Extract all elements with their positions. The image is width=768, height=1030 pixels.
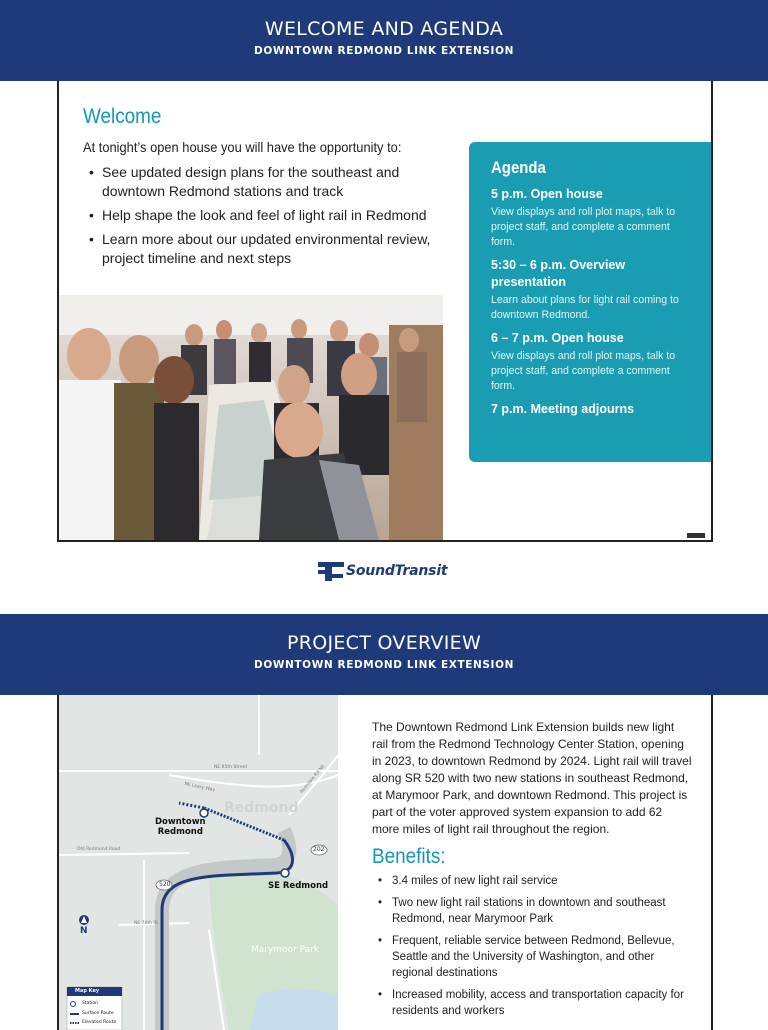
agenda-heading: Agenda	[491, 158, 546, 177]
map-street-label: NE 85th Street	[214, 765, 248, 770]
map-street-label: Avondale Rd NE	[299, 764, 327, 795]
agenda-item	[491, 257, 696, 323]
agenda-item	[491, 330, 696, 394]
welcome-bullet: • Learn more about our updated environmental review, project timeline and next steps	[83, 230, 463, 268]
agenda-desc: View displays and roll plot maps, talk to project staff, and complete a comment form.	[491, 350, 676, 392]
map-street-label: Old Redmond Road	[77, 847, 121, 852]
welcome-heading: Welcome	[83, 105, 162, 128]
overview-paragraph: The Downtown Redmond Link Extension builds new light rail from the Redmond Technology Center Station, opening in 2023, to downtown Redmond by 2024. Light rail will travel along SR 520 with two new stations in southeast Redmond, at Marymoor Park, and downtown Redmond. This project is part of the voter approved system expansion to add 62 more miles of light rail throughout the region.	[372, 720, 692, 836]
slide1-subtitle: DOWNTOWN REDMOND LINK EXTENSION	[254, 45, 514, 57]
benefit-item: • Two new light rail stations in downtown and southeast Redmond, near Marymoor Park	[372, 895, 692, 927]
agenda-time: 7 p.m. Meeting adjourns	[491, 402, 635, 416]
map-route-202: 202	[313, 846, 325, 853]
map-station-downtown: Downtown Redmond	[155, 817, 206, 837]
benefit-item: • Increased mobility, access and transportation capacity for residents and workers	[372, 987, 692, 1019]
agenda-time: 5:30 – 6 p.m. Overview presentation	[491, 258, 626, 289]
agenda-desc: Learn about plans for light rail coming to downtown Redmond.	[491, 294, 679, 321]
slide2-title: PROJECT OVERVIEW	[286, 632, 482, 654]
logo-wordmark: SoundTransit	[346, 563, 448, 579]
benefit-item: • Frequent, reliable service between Redmond, Bellevue, Seattle and the University of Washington, and other regional destinations	[372, 933, 692, 981]
map-legend-item: Station	[82, 1001, 98, 1006]
route-map	[59, 695, 338, 1030]
welcome-panel	[57, 81, 713, 542]
map-city-label: Redmond	[224, 800, 299, 816]
map-park-label: Marymoor Park	[251, 945, 320, 955]
agenda-desc: View displays and roll plot maps, talk to project staff, and complete a comment form.	[491, 206, 676, 248]
page-marker	[687, 533, 705, 538]
slide2-subtitle: DOWNTOWN REDMOND LINK EXTENSION	[254, 659, 514, 671]
agenda-time: 5 p.m. Open house	[491, 187, 603, 201]
agenda-time: 6 – 7 p.m. Open house	[491, 331, 624, 345]
map-route-520: 520	[159, 881, 171, 888]
benefit-item: • 3.4 miles of new light rail service	[372, 873, 692, 889]
benefits-list	[372, 873, 692, 1025]
welcome-intro: At tonight’s open house you will have the opportunity to:	[83, 139, 402, 155]
benefits-heading: Benefits:	[372, 845, 446, 868]
agenda-box	[469, 142, 711, 462]
map-legend-title: Map Key	[75, 988, 100, 994]
overview-panel	[57, 695, 713, 1030]
map-street-label: NE Leary Way	[183, 781, 216, 794]
welcome-bullet: • Help shape the look and feel of light rail in Redmond	[83, 206, 463, 225]
map-street-label: NE 76th St	[134, 921, 159, 926]
map-station-se: SE Redmond	[268, 881, 329, 891]
sound-transit-logo-icon	[317, 560, 345, 582]
slide2-header	[0, 614, 768, 695]
open-house-photo	[59, 295, 443, 540]
agenda-item	[491, 186, 696, 250]
agenda-item	[491, 401, 696, 418]
map-legend-item: Elevated Route	[82, 1020, 117, 1025]
welcome-bullet: • See updated design plans for the southeast and downtown Redmond stations and track	[83, 163, 463, 201]
north-label: N	[80, 926, 88, 936]
welcome-bullets	[83, 163, 463, 273]
slide1-title: WELCOME AND AGENDA	[264, 18, 504, 40]
slide1-header	[0, 0, 768, 81]
map-legend-item: Surface Route	[82, 1011, 114, 1016]
sound-transit-logo	[317, 560, 457, 584]
